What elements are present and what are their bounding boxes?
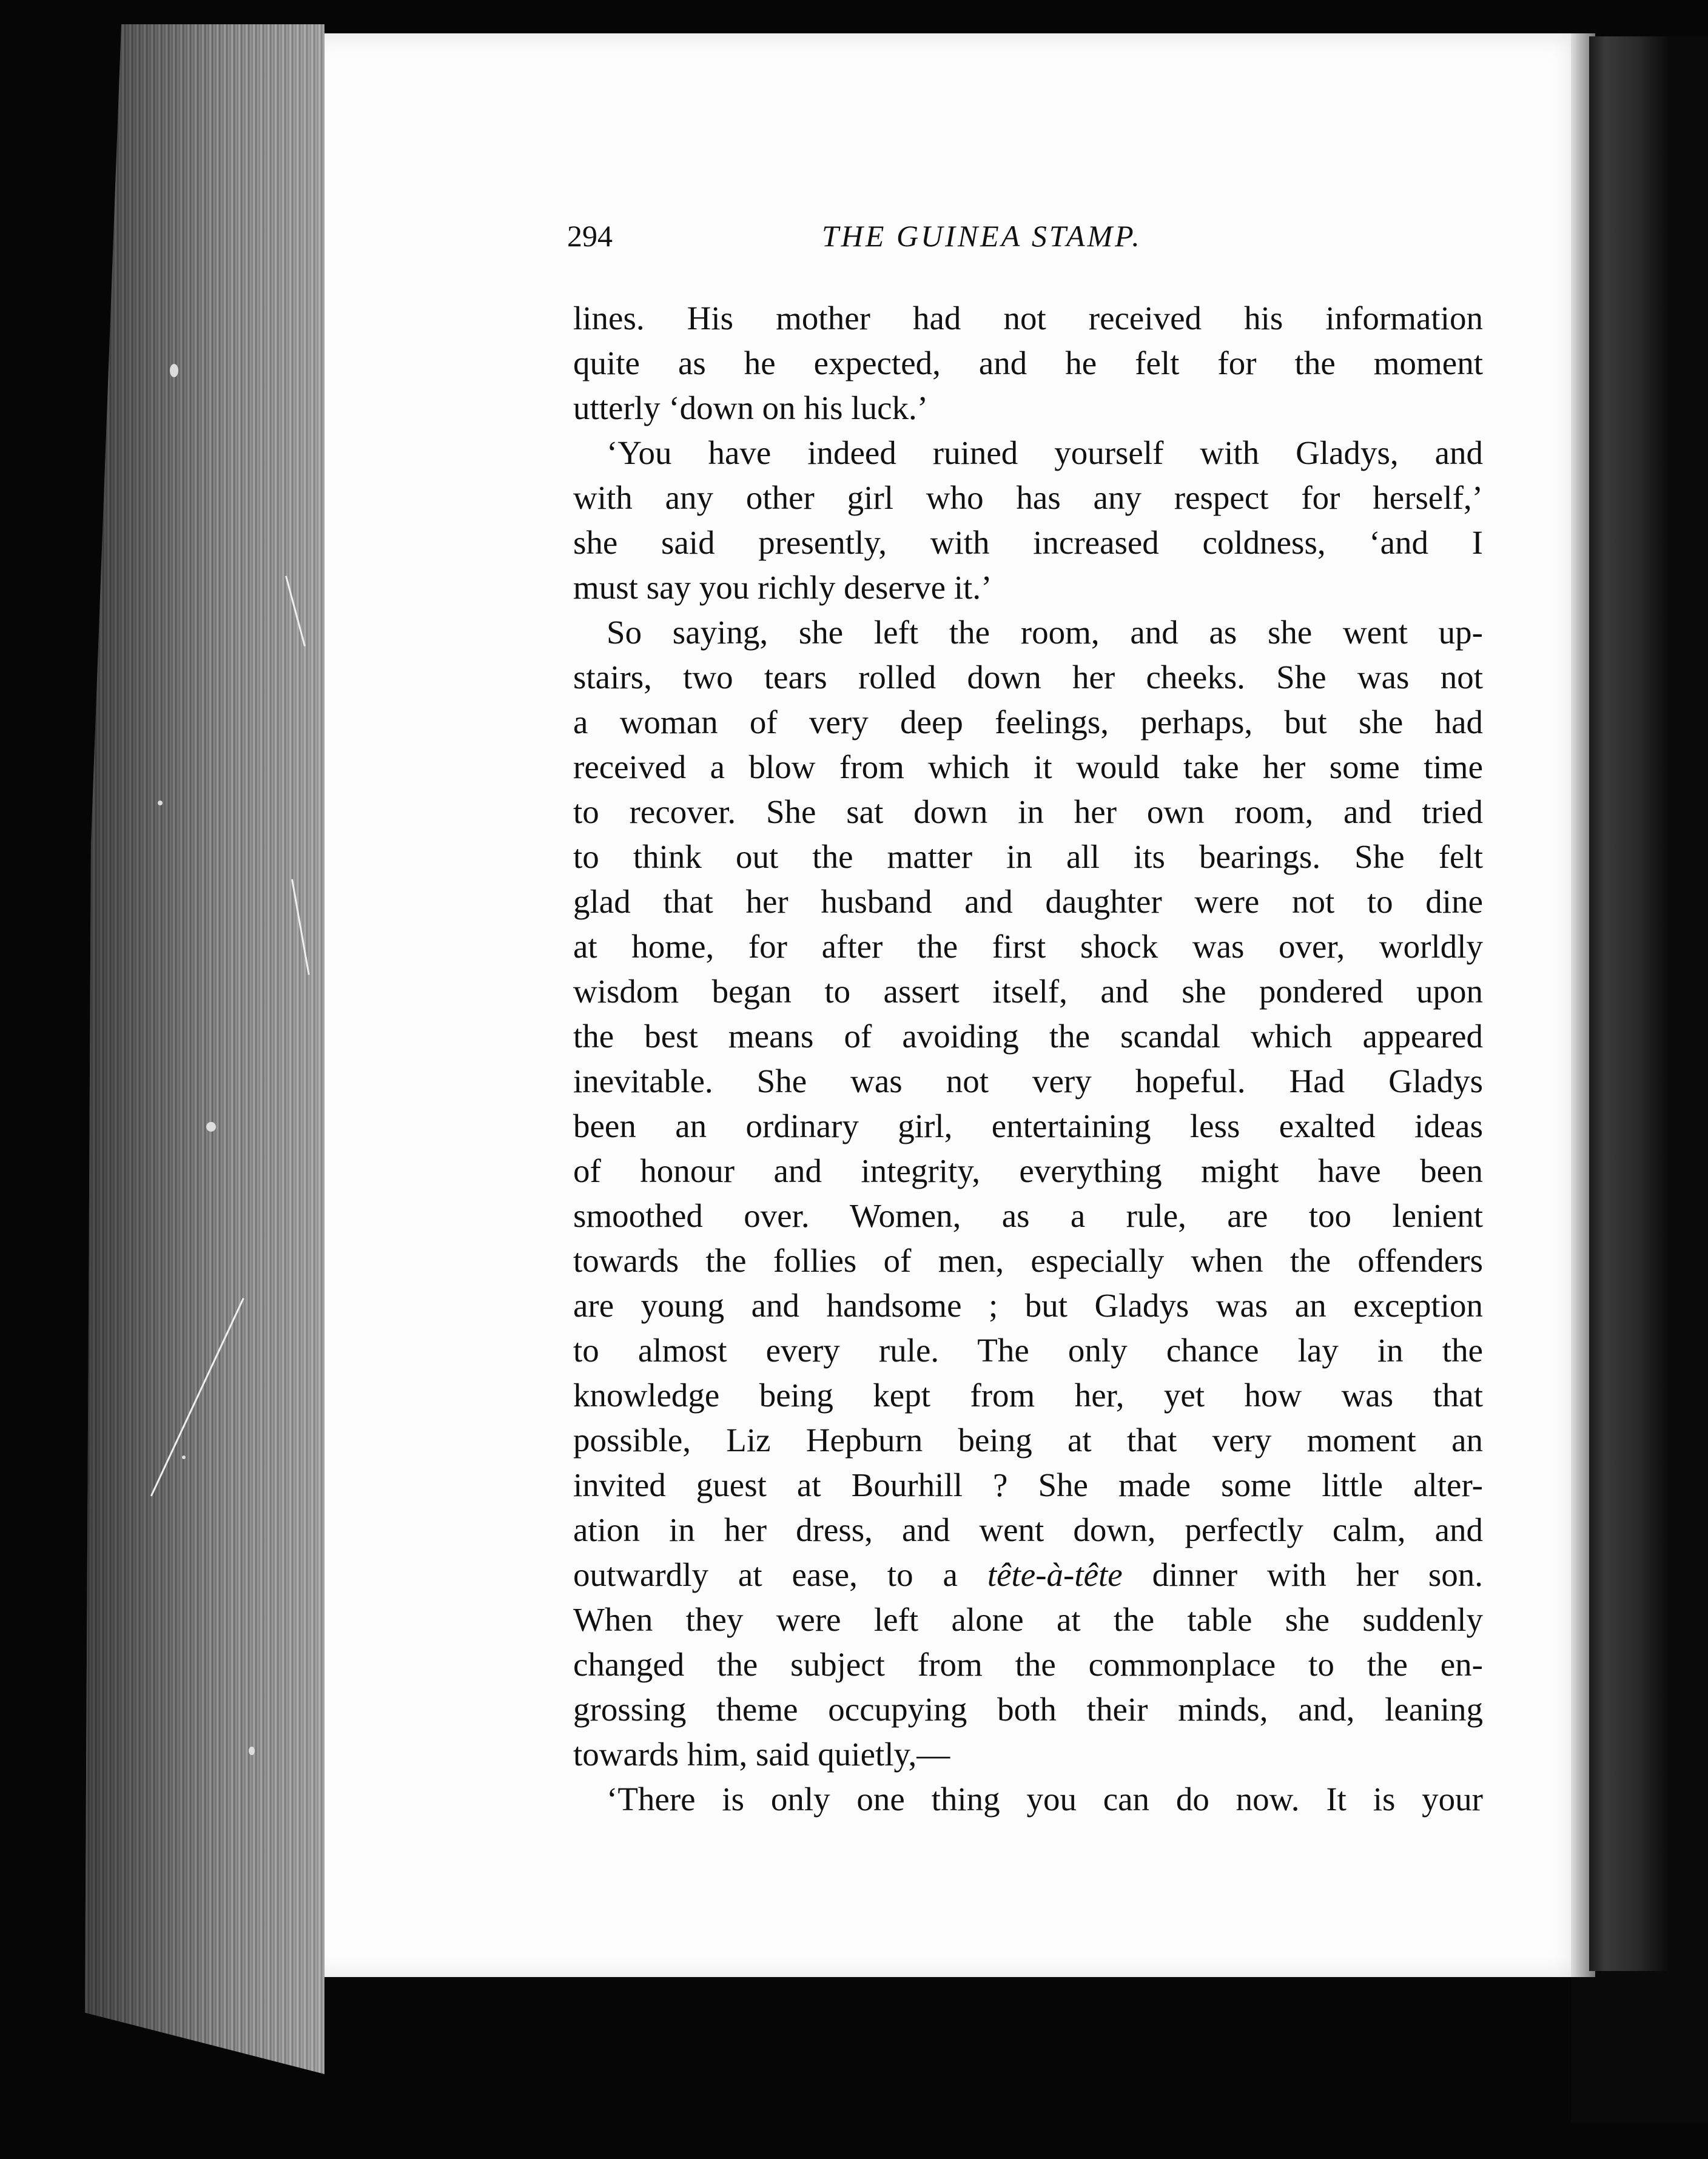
text-line: changed the subject from the commonplace to the en- xyxy=(573,1646,1483,1683)
page-number: 294 xyxy=(567,219,613,253)
text-line xyxy=(573,1553,1483,1597)
dust-speck xyxy=(206,1122,216,1132)
page-edges-shadow xyxy=(85,24,324,2074)
text-line: at home, for after the first shock was over, worldly xyxy=(573,928,1483,965)
text-line: ‘You have indeed ruined yourself with Gladys, and xyxy=(607,434,1483,471)
text-line: grossing theme occupying both their minds, and, leaning xyxy=(573,1691,1483,1728)
text-line: a woman of very deep feelings, perhaps, but she had xyxy=(573,703,1483,740)
italic-phrase: tête-à-tête xyxy=(987,1556,1123,1593)
text-line: the best means of avoiding the scandal which appeared xyxy=(573,1018,1483,1055)
text-line: towards the follies of men, especially when the offenders xyxy=(573,1242,1483,1279)
text-line: received a blow from which it would take her some time xyxy=(573,748,1483,785)
text-line: to recover. She sat down in her own room, and tried xyxy=(573,793,1483,830)
text-line: inevitable. She was not very hopeful. Had Gladys xyxy=(573,1063,1483,1100)
text-line: are young and handsome ; but Gladys was an exception xyxy=(573,1287,1483,1324)
text-line: possible, Liz Hepburn being at that very moment an xyxy=(573,1422,1483,1459)
text-line: invited guest at Bourhill ? She made some little alter- xyxy=(573,1466,1483,1503)
text-line: wisdom began to assert itself, and she pondered upon xyxy=(573,973,1483,1010)
running-head xyxy=(567,218,1234,261)
text-line: So saying, she left the room, and as she went up- xyxy=(607,614,1483,651)
text-line: to think out the matter in all its bearings. She felt xyxy=(573,838,1483,875)
text-line: of honour and integrity, everything might have been xyxy=(573,1152,1483,1189)
text-segment: outwardly at ease, to a xyxy=(573,1556,987,1593)
text-line: lines. His mother had not received his information xyxy=(573,300,1483,337)
running-title: THE GUINEA STAMP. xyxy=(822,219,1142,253)
text-line: When they were left alone at the table she suddenly xyxy=(573,1601,1483,1638)
dust-speck xyxy=(170,364,178,377)
text-line: to almost every rule. The only chance lay in the xyxy=(573,1332,1483,1369)
text-line: quite as he expected, and he felt for the moment xyxy=(573,344,1483,381)
dust-speck xyxy=(158,801,163,805)
facing-page-gutter xyxy=(1589,36,1668,1971)
text-line: ation in her dress, and went down, perfectly calm, and xyxy=(573,1511,1483,1548)
text-line: she said presently, with increased coldness, ‘and I xyxy=(573,524,1483,561)
text-line: knowledge being kept from her, yet how was that xyxy=(573,1377,1483,1414)
body-text xyxy=(573,296,1483,1822)
text-line: utterly ‘down on his luck.’ xyxy=(573,389,929,426)
text-line: ‘There is only one thing you can do now. It is your xyxy=(607,1781,1483,1818)
dust-speck xyxy=(182,1456,186,1459)
text-line: been an ordinary girl, entertaining less exalted ideas xyxy=(573,1107,1483,1144)
text-segment: dinner with her son. xyxy=(1122,1556,1484,1593)
text-line: glad that her husband and daughter were not to dine xyxy=(573,883,1483,920)
text-line: smoothed over. Women, as a rule, are too lenient xyxy=(573,1197,1483,1234)
text-line: must say you richly deserve it.’ xyxy=(573,569,992,606)
dust-speck xyxy=(249,1747,255,1755)
text-line: stairs, two tears rolled down her cheeks. She was not xyxy=(573,659,1483,696)
text-line: with any other girl who has any respect for herself,’ xyxy=(573,479,1483,516)
text-line: towards him, said quietly,— xyxy=(573,1736,950,1773)
